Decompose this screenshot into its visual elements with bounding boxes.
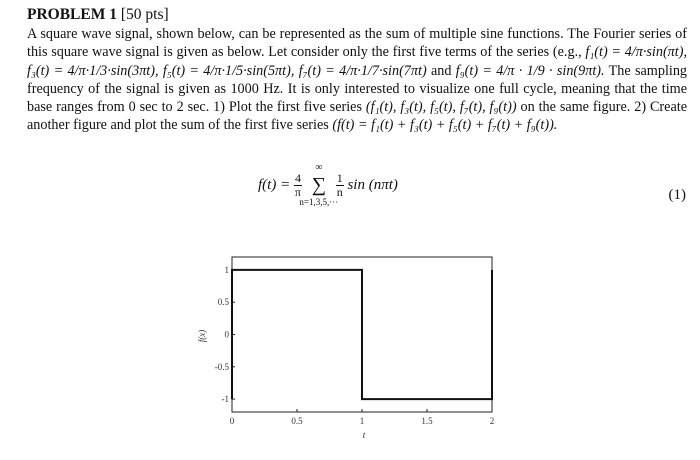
term-f7: f₇(t) = 4/π·1/7·sin(7πt) [298, 62, 427, 79]
term-f5: f₅(t) = 4/π·1/5·sin(5πt), [162, 62, 295, 79]
problem-points: [50 pts] [120, 6, 169, 23]
y-tick-label: 0 [224, 329, 229, 340]
x-tick-label: 0.5 [291, 416, 303, 426]
problem-heading: PROBLEM 1 [27, 6, 117, 23]
fraction-numerator: 1 [336, 171, 343, 185]
sentence-2: The sampling frequency of the signal is given as 1000 Hz. It is only interested to visualize one full cycle, meaning that the time base ranges from 0 sec to 2 sec. 1) Plot the first five series [27, 62, 688, 116]
y-tick-label: 0.5 [217, 297, 229, 308]
series-group [232, 270, 492, 399]
sum-expression: (f(t) = f₁(t) + f₃(t) + f₅(t) + f₇(t) + f₉(t)). [332, 117, 558, 134]
equation-term: sin (nπt) [347, 176, 398, 193]
y-axis-label: f(x) [197, 329, 207, 343]
term-f1: f₁(t) = 4/π·sin(πt), [585, 44, 687, 61]
fraction-denominator: n [336, 185, 343, 199]
y-tick-label: -0.5 [214, 361, 229, 372]
square-wave-line [232, 270, 492, 399]
sentence-3: on the same figure. 2) Create another figure and plot the sum of the first five series [27, 99, 687, 134]
sentence-1: A square wave signal, shown below, can be represented as the sum of multiple sine functions. The Fourier series of this square wave signal is given as below. Let consider only the first five terms of the series (e.g., [27, 26, 687, 61]
x-tick-label: 0 [229, 416, 235, 426]
summation-lower-limit: n=1,3,5,··· [299, 197, 339, 207]
term-f3: f₃(t) = 4/π·1/3·sin(3πt), [27, 62, 159, 79]
fraction-numerator: 4 [294, 171, 301, 185]
summation-symbol: ∑ [311, 174, 326, 196]
x-tick-label: 1 [359, 416, 365, 426]
equation-number: (1) [668, 187, 686, 203]
series-list: (f₁(t), f₃(t), f₅(t), f₇(t), f₉(t)) [365, 99, 517, 116]
y-tick-label: -1 [221, 394, 229, 405]
summation-upper-limit: ∞ [315, 162, 323, 173]
term-f9: f₉(t) = 4/π · 1/9 · sin(9πt). [455, 62, 605, 79]
fraction-denominator: π [294, 185, 301, 199]
x-axis-label: t [362, 430, 366, 440]
x-tick-label: 2 [489, 416, 495, 426]
word-and: and [430, 62, 452, 79]
y-tick-label: 1 [224, 264, 229, 275]
x-tick-label: 1.5 [421, 416, 433, 426]
equation-lhs: f(t) = [258, 176, 291, 193]
tick-group [215, 265, 495, 426]
